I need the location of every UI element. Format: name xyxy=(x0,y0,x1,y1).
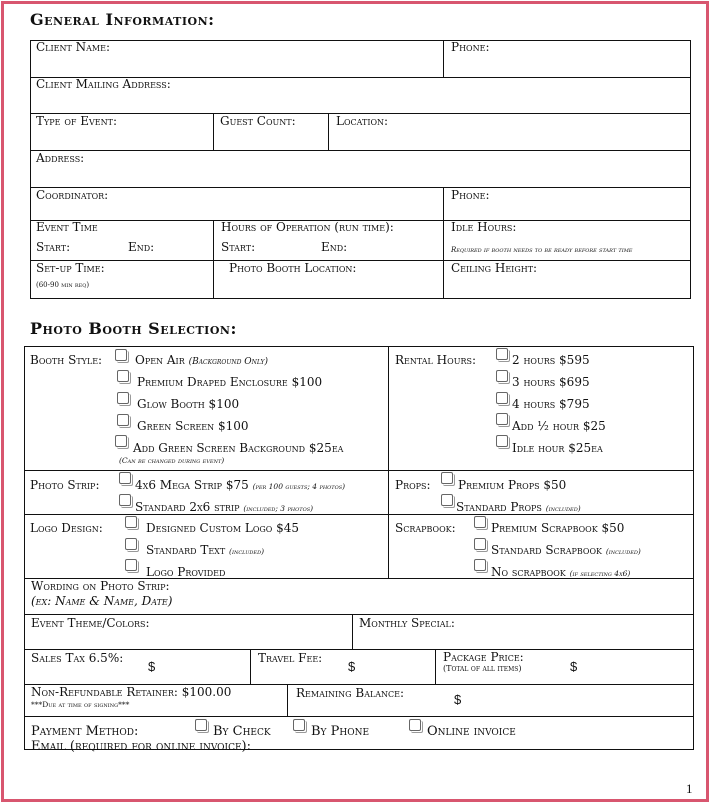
wording-label: Wording on Photo Strip: xyxy=(31,579,170,593)
package-price-dollar: $ xyxy=(570,659,578,674)
open-air-option: Open Air (Background Only) xyxy=(135,353,269,367)
by-check-option: By Check xyxy=(213,724,271,739)
wording-example: (ex: Name & Name, Date) xyxy=(31,594,173,608)
logo-design-label: Logo Design: xyxy=(30,521,103,535)
payment-method-label: Payment Method: xyxy=(31,724,139,739)
event-type-label: Type of Event: xyxy=(36,114,118,128)
glow-booth-option: Glow Booth $100 xyxy=(137,397,240,411)
logo-provided-option: Logo Provided xyxy=(146,565,226,579)
rental-3hr-option: 3 hours $695 xyxy=(512,375,590,389)
standard-strip-option: Standard 2x6 strip (included; 3 photos) xyxy=(135,500,314,514)
operation-end-label: End: xyxy=(321,240,348,254)
retainer-note: ***Due at time of signing*** xyxy=(31,700,130,709)
email-label: Email (required for online invoice): xyxy=(31,739,252,754)
booth-location-label: Photo Booth Location: xyxy=(229,261,357,275)
green-screen-bg-checkbox[interactable] xyxy=(115,435,127,447)
open-air-checkbox[interactable] xyxy=(115,349,127,361)
mailing-address-label: Client Mailing Address: xyxy=(36,77,171,91)
travel-fee-dollar: $ xyxy=(348,659,356,674)
remaining-balance-label: Remaining Balance: xyxy=(296,686,405,700)
rental-half-hour-checkbox[interactable] xyxy=(496,413,508,425)
rental-3hr-checkbox[interactable] xyxy=(496,370,508,382)
setup-time-note: (60-90 min req) xyxy=(36,281,90,289)
standard-strip-checkbox[interactable] xyxy=(119,494,131,506)
sales-tax-label: Sales Tax 6.5%: xyxy=(31,651,124,665)
no-scrapbook-option: No scrapbook (if selecting 4x6) xyxy=(491,565,631,579)
mega-strip-checkbox[interactable] xyxy=(119,472,131,484)
green-screen-checkbox[interactable] xyxy=(117,414,129,426)
setup-time-label: Set-up Time: xyxy=(36,261,105,275)
logo-provided-checkbox[interactable] xyxy=(125,559,137,571)
booth-style-note: (Can be changed during event) xyxy=(119,456,225,465)
guest-count-label: Guest Count: xyxy=(220,114,296,128)
custom-logo-option: Designed Custom Logo $45 xyxy=(146,521,300,535)
premium-props-option: Premium Props $50 xyxy=(458,478,567,492)
rental-idle-hour-option: Idle hour $25ea xyxy=(512,441,603,455)
online-invoice-checkbox[interactable] xyxy=(409,719,421,731)
client-name-label: Client Name: xyxy=(36,40,110,54)
booth-style-label: Booth Style: xyxy=(30,353,103,367)
premium-draped-checkbox[interactable] xyxy=(117,370,129,382)
remaining-balance-dollar: $ xyxy=(454,692,462,707)
travel-fee-label: Travel Fee: xyxy=(258,651,323,665)
by-phone-option: By Phone xyxy=(311,724,370,739)
by-check-checkbox[interactable] xyxy=(195,719,207,731)
idle-hours-note: Required if booth needs to be ready before start time xyxy=(451,246,633,254)
online-invoice-option: Online invoice xyxy=(427,724,516,739)
green-screen-bg-option: Add Green Screen Background $25ea xyxy=(133,441,344,455)
glow-booth-checkbox[interactable] xyxy=(117,392,129,404)
coordinator-phone-label: Phone: xyxy=(451,188,490,202)
rental-idle-hour-checkbox[interactable] xyxy=(496,435,508,447)
phone-label: Phone: xyxy=(451,40,490,54)
operation-start-label: Start: xyxy=(221,240,256,254)
scrapbook-label: Scrapbook: xyxy=(395,521,456,535)
mega-strip-option: 4x6 Mega Strip $75 (per 100 guests; 4 photos) xyxy=(135,478,346,492)
sales-tax-dollar: $ xyxy=(148,659,156,674)
premium-props-checkbox[interactable] xyxy=(441,472,453,484)
premium-scrapbook-option: Premium Scrapbook $50 xyxy=(491,521,625,535)
standard-text-checkbox[interactable] xyxy=(125,538,137,550)
hours-operation-label: Hours of Operation (run time): xyxy=(221,220,394,234)
event-time-label: Event Time xyxy=(36,220,98,234)
coordinator-label: Coordinator: xyxy=(36,188,109,202)
event-end-label: End: xyxy=(128,240,155,254)
standard-props-checkbox[interactable] xyxy=(441,494,453,506)
retainer-label: Non-Refundable Retainer: $100.00 xyxy=(31,685,232,699)
idle-hours-label: Idle Hours: xyxy=(451,220,517,234)
page-number: 1 xyxy=(686,781,693,796)
rental-half-hour-option: Add ½ hour $25 xyxy=(512,419,606,433)
green-screen-option: Green Screen $100 xyxy=(137,419,249,433)
rental-hours-label: Rental Hours: xyxy=(395,353,476,367)
monthly-special-label: Monthly Special: xyxy=(359,616,455,630)
rental-4hr-option: 4 hours $795 xyxy=(512,397,590,411)
event-start-label: Start: xyxy=(36,240,71,254)
general-info-heading: General Information: xyxy=(30,10,215,29)
rental-4hr-checkbox[interactable] xyxy=(496,392,508,404)
rental-2hr-option: 2 hours $595 xyxy=(512,353,590,367)
selection-heading: Photo Booth Selection: xyxy=(30,319,237,338)
no-scrapbook-checkbox[interactable] xyxy=(474,559,486,571)
standard-props-option: Standard Props (included) xyxy=(456,500,581,514)
premium-scrapbook-checkbox[interactable] xyxy=(474,516,486,528)
rental-2hr-checkbox[interactable] xyxy=(496,348,508,360)
premium-draped-option: Premium Draped Enclosure $100 xyxy=(137,375,323,389)
package-price-note: (Total of all items) xyxy=(443,664,522,673)
standard-text-option: Standard Text (included) xyxy=(146,543,265,557)
props-label: Props: xyxy=(395,478,431,492)
event-theme-label: Event Theme/Colors: xyxy=(31,616,150,630)
standard-scrapbook-option: Standard Scrapbook (included) xyxy=(491,543,641,557)
location-label: Location: xyxy=(336,114,389,128)
photo-strip-label: Photo Strip: xyxy=(30,478,100,492)
ceiling-height-label: Ceiling Height: xyxy=(451,261,538,275)
by-phone-checkbox[interactable] xyxy=(293,719,305,731)
custom-logo-checkbox[interactable] xyxy=(125,516,137,528)
address-label: Address: xyxy=(36,151,85,165)
package-price-label: Package Price: xyxy=(443,650,524,664)
standard-scrapbook-checkbox[interactable] xyxy=(474,538,486,550)
